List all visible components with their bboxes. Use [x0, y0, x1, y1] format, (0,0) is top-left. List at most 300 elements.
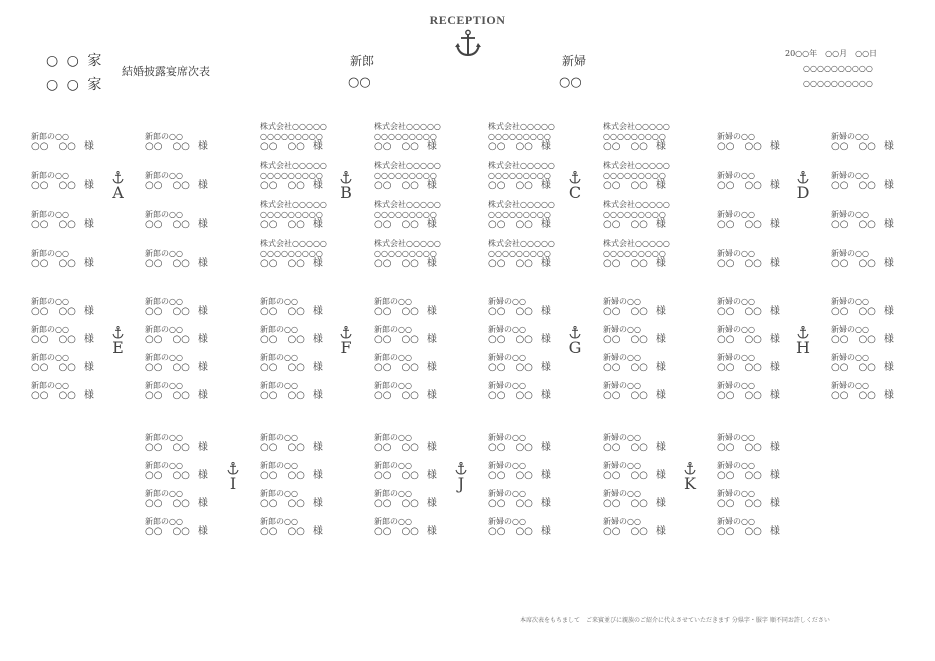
guest-title-line2: ○○○○○○○○○ [260, 210, 323, 219]
guest-name: ○○ ○○ [717, 219, 762, 230]
guest-honorific: 様 [426, 390, 437, 401]
guest-entry [603, 353, 683, 373]
guest-name: ○○ ○○ [831, 180, 876, 191]
guest-entry [260, 433, 340, 453]
table-letter: K [684, 474, 696, 493]
guest-honorific: 様 [426, 180, 437, 191]
guest-honorific: 様 [655, 498, 666, 509]
guest-name: ○○ ○○ [831, 258, 876, 269]
guest-name: ○○ ○○ [603, 470, 648, 481]
guest-honorific: 様 [655, 334, 666, 345]
guest-honorific: 様 [312, 390, 323, 401]
guest-honorific: 様 [83, 219, 94, 230]
guest-honorific: 様 [769, 141, 780, 152]
guest-honorific: 様 [655, 362, 666, 373]
guest-entry [831, 381, 911, 401]
guest-title: 株式会社○○○○○ [374, 161, 441, 170]
guest-name: ○○ ○○ [374, 258, 419, 269]
guest-entry [260, 381, 340, 401]
guest-title: 新郎の○○ [260, 353, 298, 362]
table-label-e [109, 326, 127, 356]
guest-honorific: 様 [83, 141, 94, 152]
guest-name: ○○ ○○ [603, 219, 648, 230]
guest-entry [374, 489, 454, 509]
guest-title: 新婦の○○ [717, 325, 755, 334]
guest-honorific: 様 [769, 442, 780, 453]
guest-name: ○○ ○○ [374, 306, 419, 317]
guest-honorific: 様 [769, 470, 780, 481]
guest-entry [145, 297, 225, 317]
guest-entry [260, 325, 340, 345]
guest-entry [374, 239, 454, 269]
guest-honorific: 様 [83, 306, 94, 317]
guest-entry [717, 517, 797, 537]
guest-title: 新婦の○○ [488, 517, 526, 526]
guest-name: ○○ ○○ [488, 219, 533, 230]
guest-entry [717, 433, 797, 453]
guest-title: 新婦の○○ [488, 381, 526, 390]
guest-title-line2: ○○○○○○○○○ [260, 171, 323, 180]
guest-title: 新婦の○○ [603, 433, 641, 442]
table-label-j [452, 462, 470, 492]
guest-title: 新郎の○○ [145, 381, 183, 390]
guest-name: ○○ ○○ [374, 334, 419, 345]
guest-title: 新郎の○○ [260, 489, 298, 498]
guest-title: 新婦の○○ [717, 249, 755, 258]
guest-name: ○○ ○○ [717, 470, 762, 481]
guest-title-line2: ○○○○○○○○○ [260, 132, 323, 141]
guest-entry [374, 353, 454, 373]
guest-name: ○○ ○○ [831, 334, 876, 345]
guest-title: 新郎の○○ [260, 461, 298, 470]
guest-title: 株式会社○○○○○ [260, 122, 327, 131]
guest-name: ○○ ○○ [374, 498, 419, 509]
guest-title-line2: ○○○○○○○○○ [374, 249, 437, 258]
guest-name: ○○ ○○ [717, 258, 762, 269]
guest-entry [145, 517, 225, 537]
anchor-logo-icon [455, 29, 481, 57]
guest-name: ○○ ○○ [488, 141, 533, 152]
guest-honorific: 様 [426, 498, 437, 509]
guest-honorific: 様 [197, 526, 208, 537]
guest-entry [374, 517, 454, 537]
guest-entry [717, 249, 797, 269]
guest-honorific: 様 [426, 526, 437, 537]
groom-name: ○○ [348, 75, 371, 90]
guest-name: ○○ ○○ [603, 390, 648, 401]
guest-entry [488, 489, 568, 509]
guest-title: 株式会社○○○○○ [488, 122, 555, 131]
guest-entry [145, 461, 225, 481]
table-letter: F [340, 338, 352, 357]
guest-title: 新郎の○○ [31, 210, 69, 219]
guest-entry [831, 132, 911, 152]
guest-honorific: 様 [312, 470, 323, 481]
guest-entry [717, 132, 797, 152]
guest-entry [831, 171, 911, 191]
guest-title: 新婦の○○ [831, 249, 869, 258]
guest-honorific: 様 [883, 362, 894, 373]
guest-entry [717, 489, 797, 509]
guest-title-line2: ○○○○○○○○○ [603, 210, 666, 219]
guest-name: ○○ ○○ [603, 258, 648, 269]
guest-honorific: 様 [197, 498, 208, 509]
guest-title: 株式会社○○○○○ [488, 200, 555, 209]
guest-honorific: 様 [655, 470, 666, 481]
guest-name: ○○ ○○ [145, 470, 190, 481]
guest-title-line2: ○○○○○○○○○ [374, 171, 437, 180]
guest-title: 新郎の○○ [260, 325, 298, 334]
guest-title-line2: ○○○○○○○○○ [260, 249, 323, 258]
guest-honorific: 様 [540, 258, 551, 269]
guest-title: 株式会社○○○○○ [260, 200, 327, 209]
guest-title-line2: ○○○○○○○○○ [374, 210, 437, 219]
guest-entry [145, 433, 225, 453]
guest-entry [31, 297, 111, 317]
guest-title: 新婦の○○ [717, 297, 755, 306]
guest-entry [374, 297, 454, 317]
table-label-a [109, 171, 127, 201]
guest-title: 新婦の○○ [488, 433, 526, 442]
guest-title: 新婦の○○ [717, 132, 755, 141]
guest-entry [488, 381, 568, 401]
guest-name: ○○ ○○ [31, 334, 76, 345]
guest-entry [145, 249, 225, 269]
guest-entry [145, 489, 225, 509]
guest-name: ○○ ○○ [374, 141, 419, 152]
guest-honorific: 様 [83, 334, 94, 345]
guest-name: ○○ ○○ [717, 334, 762, 345]
guest-name: ○○ ○○ [717, 442, 762, 453]
guest-entry [603, 161, 683, 191]
guest-title-line2: ○○○○○○○○○ [603, 249, 666, 258]
guest-honorific: 様 [655, 442, 666, 453]
guest-entry [717, 325, 797, 345]
guest-honorific: 様 [540, 470, 551, 481]
guest-honorific: 様 [540, 390, 551, 401]
guest-honorific: 様 [540, 306, 551, 317]
guest-name: ○○ ○○ [374, 390, 419, 401]
guest-title: 新郎の○○ [374, 433, 412, 442]
guest-name: ○○ ○○ [488, 470, 533, 481]
guest-name: ○○ ○○ [374, 362, 419, 373]
guest-title: 新郎の○○ [374, 461, 412, 470]
guest-honorific: 様 [769, 498, 780, 509]
guest-name: ○○ ○○ [488, 442, 533, 453]
guest-title-line2: ○○○○○○○○○ [488, 249, 551, 258]
guest-title: 新婦の○○ [488, 297, 526, 306]
guest-title-line2: ○○○○○○○○○ [488, 132, 551, 141]
guest-honorific: 様 [769, 390, 780, 401]
guest-name: ○○ ○○ [717, 180, 762, 191]
guest-title: 新婦の○○ [717, 517, 755, 526]
guest-title: 新郎の○○ [145, 461, 183, 470]
guest-name: ○○ ○○ [145, 258, 190, 269]
guest-honorific: 様 [426, 141, 437, 152]
guest-name: ○○ ○○ [831, 219, 876, 230]
guest-name: ○○ ○○ [260, 498, 305, 509]
guest-title: 株式会社○○○○○ [488, 161, 555, 170]
table-letter: C [568, 183, 582, 202]
guest-entry [260, 489, 340, 509]
guest-title: 新郎の○○ [31, 171, 69, 180]
guest-honorific: 様 [655, 258, 666, 269]
guest-entry [831, 325, 911, 345]
guest-title: 新郎の○○ [374, 297, 412, 306]
guest-title: 新郎の○○ [145, 249, 183, 258]
guest-honorific: 様 [540, 141, 551, 152]
table-label-i [224, 462, 242, 492]
guest-name: ○○ ○○ [145, 526, 190, 537]
guest-title: 新婦の○○ [488, 353, 526, 362]
guest-honorific: 様 [312, 219, 323, 230]
guest-honorific: 様 [426, 442, 437, 453]
table-letter: B [340, 183, 352, 202]
guest-honorific: 様 [83, 258, 94, 269]
guest-honorific: 様 [540, 442, 551, 453]
guest-name: ○○ ○○ [260, 334, 305, 345]
guest-honorific: 様 [197, 362, 208, 373]
guest-entry [31, 381, 111, 401]
table-letter: J [457, 474, 465, 493]
guest-honorific: 様 [540, 526, 551, 537]
guest-entry [31, 171, 111, 191]
guest-entry [374, 381, 454, 401]
guest-entry [260, 161, 340, 191]
guest-name: ○○ ○○ [31, 141, 76, 152]
guest-title: 新郎の○○ [374, 325, 412, 334]
guest-name: ○○ ○○ [145, 498, 190, 509]
guest-title: 新婦の○○ [603, 381, 641, 390]
guest-title: 新婦の○○ [717, 461, 755, 470]
guest-honorific: 様 [655, 306, 666, 317]
guest-entry [374, 122, 454, 152]
guest-name: ○○ ○○ [717, 526, 762, 537]
guest-honorific: 様 [769, 334, 780, 345]
guest-entry [374, 161, 454, 191]
guest-name: ○○ ○○ [717, 390, 762, 401]
table-letter: A [112, 183, 124, 202]
guest-name: ○○ ○○ [260, 306, 305, 317]
guest-title: 新婦の○○ [831, 210, 869, 219]
guest-name: ○○ ○○ [145, 180, 190, 191]
guest-honorific: 様 [426, 362, 437, 373]
guest-entry [145, 381, 225, 401]
guest-title: 株式会社○○○○○ [603, 122, 670, 131]
event-date: 20○○年 ○○月 ○○日 [785, 49, 878, 58]
table-letter: D [796, 183, 810, 202]
guest-entry [145, 132, 225, 152]
guest-title-line2: ○○○○○○○○○ [603, 132, 666, 141]
guest-name: ○○ ○○ [603, 141, 648, 152]
guest-title: 株式会社○○○○○ [603, 239, 670, 248]
guest-title: 株式会社○○○○○ [260, 239, 327, 248]
guest-honorific: 様 [197, 334, 208, 345]
guest-title: 新郎の○○ [145, 132, 183, 141]
venue-line-1: ○○○○○○○○○○ [803, 64, 873, 73]
guest-name: ○○ ○○ [374, 180, 419, 191]
guest-honorific: 様 [426, 219, 437, 230]
guest-honorific: 様 [312, 180, 323, 191]
guest-title: 新婦の○○ [831, 325, 869, 334]
venue-line-2: ○○○○○○○○○○ [803, 79, 873, 88]
guest-title: 株式会社○○○○○ [374, 200, 441, 209]
family-name-1: ○ ○ 家 [46, 53, 104, 69]
guest-entry [488, 200, 568, 230]
guest-title: 新郎の○○ [145, 171, 183, 180]
guest-name: ○○ ○○ [31, 362, 76, 373]
guest-honorific: 様 [83, 362, 94, 373]
guest-name: ○○ ○○ [31, 306, 76, 317]
guest-entry [831, 353, 911, 373]
guest-honorific: 様 [312, 141, 323, 152]
guest-title: 新郎の○○ [31, 325, 69, 334]
guest-entry [31, 249, 111, 269]
guest-honorific: 様 [883, 390, 894, 401]
guest-entry [603, 461, 683, 481]
guest-name: ○○ ○○ [831, 362, 876, 373]
guest-entry [831, 210, 911, 230]
guest-entry [260, 461, 340, 481]
guest-title: 新郎の○○ [374, 381, 412, 390]
guest-honorific: 様 [197, 306, 208, 317]
guest-entry [374, 325, 454, 345]
guest-name: ○○ ○○ [145, 141, 190, 152]
guest-name: ○○ ○○ [603, 180, 648, 191]
guest-title: 新郎の○○ [145, 325, 183, 334]
guest-honorific: 様 [197, 390, 208, 401]
guest-name: ○○ ○○ [488, 258, 533, 269]
guest-name: ○○ ○○ [31, 180, 76, 191]
guest-honorific: 様 [197, 442, 208, 453]
guest-title: 新郎の○○ [145, 489, 183, 498]
guest-title: 新婦の○○ [603, 297, 641, 306]
guest-title: 新郎の○○ [31, 132, 69, 141]
guest-entry [145, 353, 225, 373]
guest-honorific: 様 [197, 470, 208, 481]
guest-title: 新婦の○○ [717, 381, 755, 390]
guest-title: 株式会社○○○○○ [260, 161, 327, 170]
guest-name: ○○ ○○ [31, 390, 76, 401]
bride-name: ○○ [559, 75, 582, 90]
guest-name: ○○ ○○ [488, 498, 533, 509]
guest-entry [260, 297, 340, 317]
guest-honorific: 様 [312, 306, 323, 317]
guest-name: ○○ ○○ [488, 526, 533, 537]
guest-title: 新郎の○○ [374, 353, 412, 362]
guest-name: ○○ ○○ [374, 219, 419, 230]
guest-title: 新郎の○○ [260, 381, 298, 390]
guest-title: 新婦の○○ [831, 171, 869, 180]
guest-honorific: 様 [312, 526, 323, 537]
guest-title: 株式会社○○○○○ [488, 239, 555, 248]
guest-honorific: 様 [769, 306, 780, 317]
guest-name: ○○ ○○ [831, 390, 876, 401]
guest-title: 新婦の○○ [717, 171, 755, 180]
guest-entry [603, 239, 683, 269]
guest-name: ○○ ○○ [603, 526, 648, 537]
guest-entry [717, 353, 797, 373]
guest-title: 新郎の○○ [145, 297, 183, 306]
family-name-2: ○ ○ 家 [46, 77, 104, 93]
guest-entry [260, 200, 340, 230]
guest-name: ○○ ○○ [260, 470, 305, 481]
guest-title: 新郎の○○ [31, 249, 69, 258]
guest-entry [260, 517, 340, 537]
guest-honorific: 様 [655, 219, 666, 230]
table-letter: G [568, 338, 582, 357]
guest-title: 新婦の○○ [603, 489, 641, 498]
guest-name: ○○ ○○ [260, 362, 305, 373]
guest-title: 新婦の○○ [488, 461, 526, 470]
guest-entry [31, 353, 111, 373]
guest-name: ○○ ○○ [145, 334, 190, 345]
guest-title: 新婦の○○ [717, 489, 755, 498]
guest-honorific: 様 [883, 258, 894, 269]
guest-title: 新婦の○○ [717, 433, 755, 442]
guest-name: ○○ ○○ [488, 390, 533, 401]
guest-honorific: 様 [655, 141, 666, 152]
guest-name: ○○ ○○ [260, 219, 305, 230]
guest-honorific: 様 [540, 180, 551, 191]
guest-title: 新婦の○○ [717, 210, 755, 219]
guest-entry [831, 297, 911, 317]
guest-entry [145, 325, 225, 345]
guest-name: ○○ ○○ [831, 141, 876, 152]
guest-entry [488, 161, 568, 191]
table-letter: E [112, 338, 124, 357]
guest-honorific: 様 [426, 470, 437, 481]
guest-entry [488, 239, 568, 269]
guest-honorific: 様 [83, 180, 94, 191]
guest-name: ○○ ○○ [488, 334, 533, 345]
guest-name: ○○ ○○ [717, 362, 762, 373]
guest-entry [717, 171, 797, 191]
guest-name: ○○ ○○ [603, 334, 648, 345]
guest-entry [488, 433, 568, 453]
guest-name: ○○ ○○ [260, 180, 305, 191]
guest-name: ○○ ○○ [31, 258, 76, 269]
guest-name: ○○ ○○ [374, 442, 419, 453]
guest-entry [603, 489, 683, 509]
guest-name: ○○ ○○ [603, 442, 648, 453]
table-letter: H [796, 338, 810, 357]
guest-entry [603, 325, 683, 345]
bride-label: 新婦 [562, 54, 587, 68]
document-subtitle: 結婚披露宴席次表 [122, 65, 210, 78]
guest-name: ○○ ○○ [31, 219, 76, 230]
guest-title: 新婦の○○ [717, 353, 755, 362]
guest-honorific: 様 [769, 362, 780, 373]
guest-title: 新婦の○○ [831, 297, 869, 306]
guest-honorific: 様 [883, 180, 894, 191]
guest-entry [831, 249, 911, 269]
guest-entry [717, 381, 797, 401]
guest-entry [717, 461, 797, 481]
guest-honorific: 様 [312, 498, 323, 509]
guest-title-line2: ○○○○○○○○○ [603, 171, 666, 180]
guest-name: ○○ ○○ [603, 498, 648, 509]
guest-entry [260, 239, 340, 269]
guest-title-line2: ○○○○○○○○○ [488, 210, 551, 219]
groom-label: 新郎 [350, 54, 375, 68]
guest-honorific: 様 [883, 306, 894, 317]
guest-entry [603, 200, 683, 230]
guest-honorific: 様 [540, 219, 551, 230]
guest-honorific: 様 [197, 219, 208, 230]
guest-name: ○○ ○○ [488, 306, 533, 317]
guest-title-line2: ○○○○○○○○○ [374, 132, 437, 141]
